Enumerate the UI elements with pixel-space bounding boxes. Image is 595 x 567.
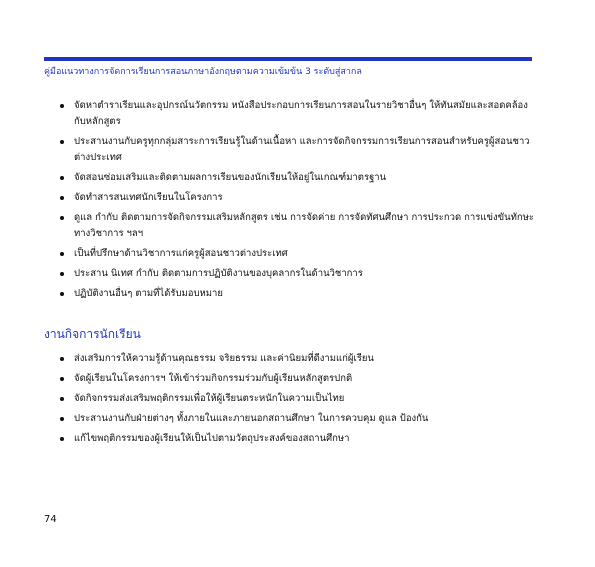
bullet-icon [60, 357, 64, 361]
bullet-icon [60, 104, 64, 108]
academic-duties-list [58, 98, 538, 306]
list-item-text: จัดหาตำราเรียนและอุปกรณ์นวัตกรรม หนังสือประกอบการเรียนการสอนในรายวิชาอื่นๆ ให้ทันสมัยและสอดคล้องกับหลักสูตร [74, 100, 528, 127]
list-item [58, 391, 538, 407]
header-rule [44, 57, 532, 61]
list-item [58, 371, 538, 387]
list-item [58, 286, 538, 302]
list-item-text: ปฏิบัติงานอื่นๆ ตามที่ได้รับมอบหมาย [74, 288, 223, 299]
list-item [58, 351, 538, 367]
bullet-icon [60, 176, 64, 180]
bullet-icon [60, 417, 64, 421]
list-item [58, 170, 538, 186]
list-item-text: ประสาน นิเทศ กำกับ ติดตามการปฏิบัติงานของบุคลากรในด้านวิชาการ [74, 268, 363, 279]
student-affairs-list [58, 351, 538, 451]
bullet-icon [60, 196, 64, 200]
bullet-icon [60, 437, 64, 441]
list-item-text: แก้ไขพฤติกรรมของผู้เรียนให้เป็นไปตามวัตถุประสงค์ของสถานศึกษา [74, 433, 350, 444]
bullet-icon [60, 272, 64, 276]
bullet-icon [60, 140, 64, 144]
list-item [58, 411, 538, 427]
list-item-text: ส่งเสริมการให้ความรู้ด้านคุณธรรม จริยธรรม และค่านิยมที่ดีงามแก่ผู้เรียน [74, 353, 374, 364]
list-item-text: ประสานงานกับฝ่ายต่างๆ ทั้งภายในและภายนอกสถานศึกษา ในการควบคุม ดูแล ป้องกัน [74, 413, 429, 424]
list-item-text: ดูแล กำกับ ติดตามการจัดกิจกรรมเสริมหลักสูตร เช่น การจัดค่าย การจัดทัศนศึกษา การประกวด การแข่งขันทักษะทางวิชาการ ฯลฯ [74, 212, 534, 239]
list-item-text: ประสานงานกับครูทุกกลุ่มสาระการเรียนรู้ในด้านเนื้อหา และการจัดกิจกรรมการเรียนการสอนสำหรับครูผู้สอนชาวต่างประเทศ [74, 136, 530, 163]
list-item-text: จัดกิจกรรมส่งเสริมพฤติกรรมเพื่อให้ผู้เรียนตระหนักในความเป็นไทย [74, 393, 345, 404]
list-item [58, 210, 538, 242]
list-item-text: เป็นที่ปรึกษาด้านวิชาการแก่ครูผู้สอนชาวต่างประเทศ [74, 248, 288, 259]
list-item-text: จัดทำสารสนเทศนักเรียนในโครงการ [74, 192, 223, 203]
list-item [58, 134, 538, 166]
bullet-icon [60, 377, 64, 381]
page-number: 74 [44, 514, 57, 525]
running-header-title: คู่มือแนวทางการจัดการเรียนการสอนภาษาอังกฤษตามความเข้มข้น 3 ระดับสู่สากล [44, 67, 362, 77]
list-item [58, 190, 538, 206]
bullet-icon [60, 397, 64, 401]
bullet-icon [60, 252, 64, 256]
bullet-icon [60, 216, 64, 220]
list-item [58, 431, 538, 447]
list-item-text: จัดผู้เรียนในโครงการฯ ให้เข้าร่วมกิจกรรมร่วมกับผู้เรียนหลักสูตรปกติ [74, 373, 353, 384]
list-item [58, 266, 538, 282]
section-heading: งานกิจการนักเรียน [44, 327, 141, 341]
list-item [58, 246, 538, 262]
list-item [58, 98, 538, 130]
bullet-icon [60, 292, 64, 296]
list-item-text: จัดสอนซ่อมเสริมและติดตามผลการเรียนของนักเรียนให้อยู่ในเกณฑ์มาตรฐาน [74, 172, 387, 183]
